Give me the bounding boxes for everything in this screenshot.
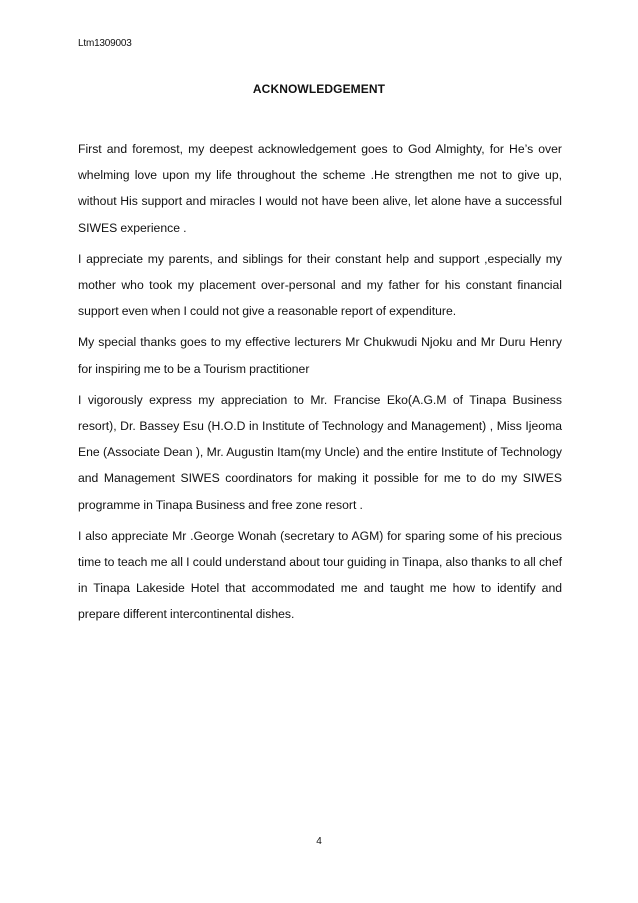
page-number: 4 [316,836,322,847]
paragraph-institute: I vigorously express my appreciation to Mr. Francise Eko(A.G.M of Tinapa Business resort), Dr. Bassey Esu (H.O.D in Institute of Technology and Management) , Miss Ijeoma Ene (Associate Dean ), Mr. Augustin Itam(my Uncle) and the entire Institute of Technology and Management SIWES coordinators for making it possible for me to do my SIWES programme in Tinapa Business and free zone resort . [78,392,562,512]
acknowledgement-body [78,136,562,633]
paragraph-lecturers: My special thanks goes to my effective lecturers Mr Chukwudi Njoku and Mr Duru Henry for inspiring me to be a Tourism practitioner [78,335,562,376]
paragraph-tinapa-staff: I also appreciate Mr .George Wonah (secretary to AGM) for sparing some of his precious time to teach me all I could understand about tour guiding in Tinapa, also thanks to all chef in Tinapa Lakeside Hotel that accommodated me and taught me how to identify and prepare different intercontinental dishes. [78,528,562,622]
paragraph-parents: I appreciate my parents, and siblings for their constant help and support ,especially my mother who took my placement over-personal and my father for his constant financial support even when I could not give a reasonable report of expenditure. [78,251,562,319]
page-title: ACKNOWLEDGEMENT [252,82,386,96]
document-id: Ltm1309003 [78,38,132,49]
paragraph-god: First and foremost, my deepest acknowledgement goes to God Almighty, for He’s over whelming love upon my life throughout the scheme .He strengthen me not to give up, without His support and miracles I would not have been alive, let alone have a successful SIWES experience . [78,142,562,235]
